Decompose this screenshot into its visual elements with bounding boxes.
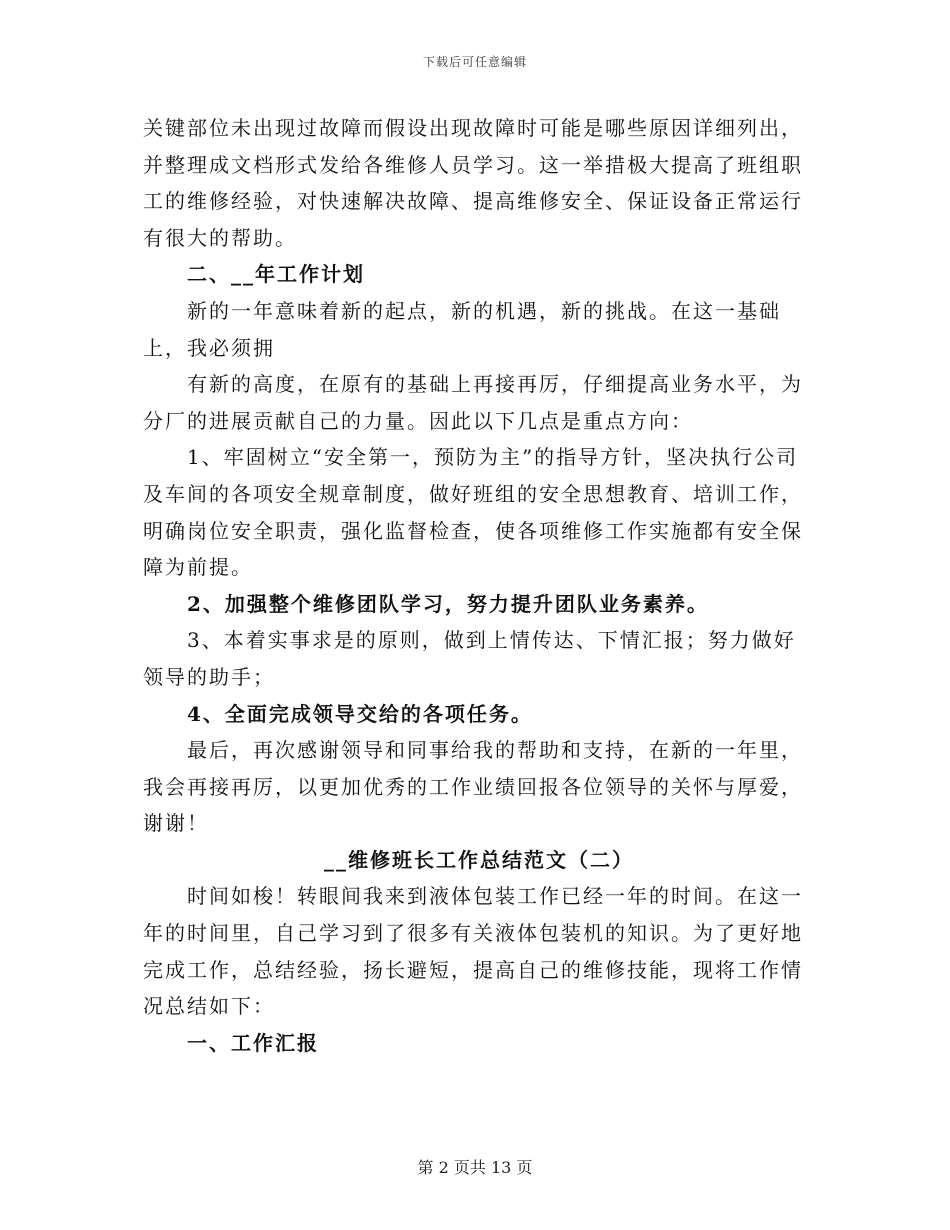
body-paragraph-1: 关键部位未出现过故障而假设出现故障时可能是哪些原因详细列出，并整理成文档形式发给各维修人员学习。这一举措极大提高了班组职工的维修经验，对快速解决故障、提高维修安全、保证设备正常运行有很大的帮助。 <box>143 116 803 250</box>
body-paragraph-3: 有新的高度，在原有的基础上再接再厉，仔细提高业务水平，为分厂的进展贡献自己的力量。因此以下几点是重点方向： <box>143 372 803 433</box>
section-heading-plan: 二、__年工作计划 <box>187 262 365 287</box>
section-heading-report: 一、工作汇报 <box>187 1030 319 1055</box>
page-number: 第 2 页共 13 页 <box>417 1158 533 1177</box>
plan-item-3: 3、本着实事求是的原则，做到上情传达、下情汇报；努力做好领导的助手； <box>143 628 796 689</box>
document-title-part-2: __维修班长工作总结范文（二） <box>324 847 634 872</box>
closing-paragraph: 最后，再次感谢领导和同事给我的帮助和支持，在新的一年里，我会再接再厉，以更加优秀的工作业绩回报各位领导的关怀与厚爱，谢谢！ <box>143 738 803 836</box>
document-body <box>143 110 815 1061</box>
plan-item-2: 2、加强整个维修团队学习，努力提升团队业务素养。 <box>187 591 709 616</box>
body-paragraph-2: 新的一年意味着新的起点，新的机遇，新的挑战。在这一基础上，我必须拥 <box>143 298 781 360</box>
plan-item-1: 1、牢固树立“安全第一，预防为主”的指导方针，坚决执行公司及车间的各项安全规章制度，做好班组的安全思想教育、培训工作，明确岗位安全职责，强化监督检查，使各项维修工作实施都有安全保障为前提。 <box>143 445 803 580</box>
page-header: 下载后可任意编辑 <box>422 55 527 69</box>
plan-item-4: 4、全面完成领导交给的各项任务。 <box>187 701 533 726</box>
intro-paragraph-part-2: 时间如梭！转眼间我来到液体包装工作已经一年的时间。在这一年的时间里，自己学习到了很多有关液体包装机的知识。为了更好地完成工作，总结经验，扬长避短，提高自己的维修技能，现将工作情况总结如下： <box>143 884 803 1019</box>
